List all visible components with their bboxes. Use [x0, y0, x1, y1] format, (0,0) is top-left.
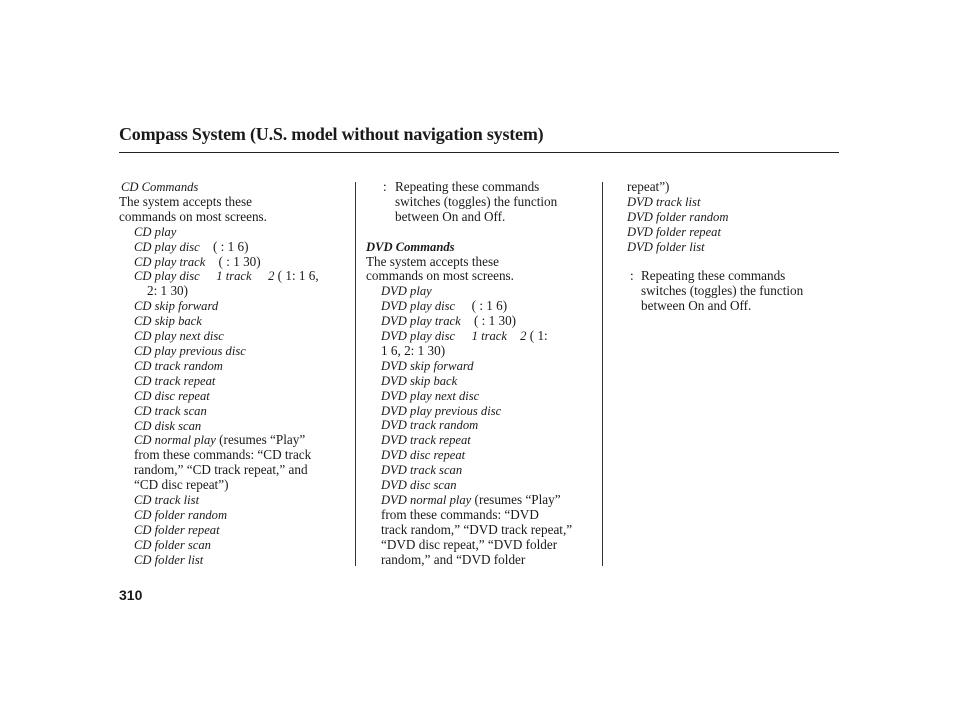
dvd-command-part: 1 track: [471, 329, 507, 344]
cd-intro-line: commands on most screens.: [119, 208, 267, 224]
cd-command: [119, 269, 319, 284]
toggle-note: [366, 180, 572, 225]
dvd-command-label: DVD play disc: [381, 299, 456, 314]
dvd-intro-line: commands on most screens.: [366, 268, 514, 284]
dvd-command-label: DVD play track: [381, 314, 461, 329]
title-rule: [119, 152, 839, 153]
cd-intro-line: The system accepts these: [119, 193, 252, 209]
dvd-command: DVD skip back: [381, 373, 458, 388]
dvd-normal-play-note: (resumes “Play”: [474, 492, 561, 508]
column-dvd-commands: [366, 180, 572, 568]
cd-folder-command: CD folder random: [134, 507, 228, 522]
dvd-normal-play-line: track random,” “DVD track repeat,”: [381, 521, 573, 537]
cd-command-label: CD play disc: [134, 239, 200, 254]
cd-normal-play: [119, 433, 319, 448]
cd-command-part: 2: [268, 269, 275, 284]
cd-command: CD track random: [134, 358, 223, 373]
dvd-normal-play-line: “DVD disc repeat,” “DVD folder: [381, 536, 558, 552]
dvd-command: DVD track random: [381, 418, 479, 433]
cd-commands-heading: CD Commands: [121, 180, 199, 194]
cd-command-label: CD play disc: [134, 269, 200, 284]
toggle-note-line: Repeating these commands: [395, 179, 540, 194]
dvd-command-range: ( 1:: [529, 328, 548, 344]
dvd-intro-line: The system accepts these: [366, 253, 499, 269]
toggle-note-line: Repeating these commands: [641, 268, 786, 284]
toggle-note: [627, 269, 803, 314]
cd-command: CD skip forward: [134, 299, 219, 314]
cd-normal-play-line: from these commands: “CD track: [134, 447, 312, 463]
column-dvd-folder-commands: [627, 180, 803, 314]
dvd-command-range: ( : 1 30): [473, 313, 517, 329]
cd-command: CD track scan: [134, 403, 207, 418]
page-number: 310: [119, 587, 143, 603]
cd-command: CD play previous disc: [134, 343, 246, 358]
dvd-normal-play-line: from these commands: “DVD: [381, 506, 539, 522]
dvd-command: DVD play next disc: [381, 388, 480, 403]
dvd-normal-play-continued: repeat”): [627, 179, 670, 194]
toggle-note-marker: :: [630, 268, 634, 284]
cd-normal-play-note: (resumes “Play”: [219, 432, 306, 448]
cd-normal-play-line: “CD disc repeat”): [134, 477, 229, 493]
dvd-command: [366, 329, 572, 344]
cd-command: CD track repeat: [134, 373, 216, 388]
dvd-command: DVD disc repeat: [381, 448, 466, 463]
dvd-normal-play: [366, 493, 572, 508]
dvd-folder-command: DVD folder list: [627, 239, 705, 254]
dvd-command: DVD play: [381, 284, 432, 299]
dvd-command: DVD play previous disc: [381, 403, 502, 418]
cd-command: CD skip back: [134, 314, 202, 329]
cd-command-range: ( : 1 30): [218, 253, 261, 269]
toggle-note-line: switches (toggles) the function: [395, 193, 558, 209]
dvd-command-part: 2: [520, 329, 527, 344]
dvd-commands-heading: DVD Commands: [366, 239, 455, 254]
cd-command: CD play: [134, 224, 177, 239]
dvd-command: DVD track repeat: [381, 433, 471, 448]
cd-command-continued: 2: 1 30): [147, 283, 189, 299]
dvd-folder-command: DVD track list: [627, 194, 701, 209]
dvd-command: [366, 299, 572, 314]
dvd-command-continued: 1 6, 2: 1 30): [381, 342, 446, 358]
cd-command: CD disc repeat: [134, 388, 210, 403]
toggle-note-marker: :: [383, 179, 387, 194]
cd-command: CD disk scan: [134, 418, 202, 433]
cd-command-range: ( : 1 6): [212, 238, 249, 254]
page-title: Compass System (U.S. model without navigation system): [119, 124, 544, 144]
toggle-note-line: between On and Off.: [641, 298, 752, 314]
dvd-command: DVD disc scan: [381, 478, 457, 493]
cd-command: [119, 255, 319, 270]
dvd-command: DVD skip forward: [381, 358, 474, 373]
toggle-note-line: switches (toggles) the function: [641, 283, 804, 299]
dvd-command: [366, 314, 572, 329]
cd-folder-command: CD track list: [134, 493, 200, 508]
dvd-folder-command: DVD folder random: [627, 209, 729, 224]
cd-command-part: 1 track: [216, 269, 252, 284]
dvd-folder-command: DVD folder repeat: [627, 224, 721, 239]
column-cd-commands: [119, 180, 319, 568]
cd-command: CD play next disc: [134, 329, 224, 344]
cd-folder-command: CD folder repeat: [134, 522, 220, 537]
dvd-command-label: DVD play disc: [381, 329, 456, 344]
cd-command-label: CD play track: [134, 254, 206, 269]
cd-command-label: CD normal play: [134, 433, 216, 448]
column-divider-2: [602, 182, 603, 566]
toggle-note-line: between On and Off.: [395, 208, 506, 224]
column-divider-1: [355, 182, 356, 566]
dvd-command-range: ( : 1 6): [471, 298, 508, 314]
dvd-command: DVD track scan: [381, 463, 463, 478]
cd-normal-play-line: random,” “CD track repeat,” and: [134, 462, 308, 478]
cd-folder-command: CD folder list: [134, 552, 204, 567]
dvd-command-label: DVD normal play: [381, 493, 472, 508]
dvd-normal-play-line: random,” and “DVD folder: [381, 551, 526, 567]
cd-command: [119, 240, 319, 255]
cd-command-range: ( 1: 1 6,: [277, 268, 319, 284]
cd-folder-command: CD folder scan: [134, 537, 211, 552]
